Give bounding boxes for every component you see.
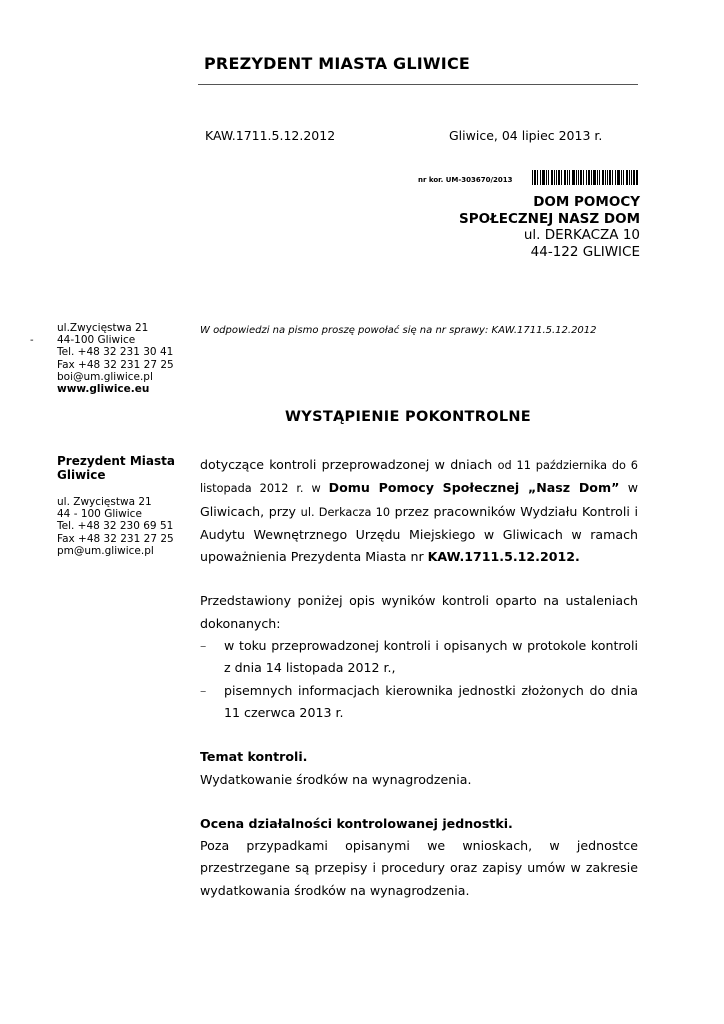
bullet-dash: – bbox=[200, 682, 207, 698]
intro-part-1: dotyczące kontroli przeprowadzonej w dniach bbox=[200, 457, 498, 472]
margin-mark: - bbox=[30, 335, 34, 346]
correspondence-number: nr kor. UM-303670/2013 bbox=[418, 176, 513, 184]
topic-text: Wydatkowanie środków na wynagrodzenia. bbox=[200, 771, 472, 787]
recipient-address bbox=[340, 194, 640, 260]
office-street: ul.Zwycięstwa 21 bbox=[57, 322, 149, 334]
president-email: pm@um.gliwice.pl bbox=[57, 544, 154, 557]
reply-note: W odpowiedzi na pismo proszę powołać się na nr sprawy: KAW.1711.5.12.2012 bbox=[200, 325, 597, 336]
document-body bbox=[200, 454, 638, 902]
assessment-text: Poza przypadkami opisanymi we wnioskach, w jednostce przestrzegane są przepisy i procedury oraz zapisy umów w zakresie wydatkowania środków na wynagrodzenia. bbox=[200, 838, 638, 898]
list-item-text: pisemnych informacjach kierownika jednostki złożonych do dnia 11 czerwca 2013 r. bbox=[224, 682, 638, 720]
office-email: boi@um.gliwice.pl bbox=[57, 370, 153, 383]
president-street: ul. Zwycięstwa 21 bbox=[57, 496, 152, 508]
assessment-heading: Ocena działalności kontrolowanej jednostki. bbox=[200, 815, 513, 831]
list-item bbox=[200, 680, 638, 725]
recipient-line-1: DOM POMOCY bbox=[533, 194, 640, 210]
intro-part-5: w Gliwicach, przy bbox=[200, 480, 638, 519]
office-city: 44-100 Gliwice bbox=[57, 334, 136, 347]
topic-heading: Temat kontroli. bbox=[200, 749, 308, 765]
president-contact-block bbox=[57, 455, 175, 557]
intro-part-4: Domu Pomocy Społecznej „Nasz Dom” bbox=[328, 480, 620, 496]
president-tel: Tel. +48 32 230 69 51 bbox=[57, 520, 174, 533]
president-city: 44 - 100 Gliwice bbox=[57, 508, 142, 521]
office-tel: Tel. +48 32 231 30 41 bbox=[57, 346, 174, 359]
basis-paragraph: Przedstawiony poniżej opis wyników kontroli oparto na ustaleniach dokonanych: bbox=[200, 593, 638, 631]
president-fax: Fax +48 32 231 27 25 bbox=[57, 532, 174, 545]
document-title: WYSTĄPIENIE POKONTROLNE bbox=[284, 409, 532, 425]
recipient-line-3: ul. DERKACZA 10 bbox=[523, 227, 640, 243]
recipient-line-2: SPOŁECZNEJ NASZ DOM bbox=[459, 210, 640, 227]
intro-part-3: w bbox=[303, 482, 329, 496]
office-contact-block bbox=[57, 322, 174, 395]
intro-part-8: KAW.1711.5.12.2012. bbox=[427, 549, 580, 565]
list-item-text: w toku przeprowadzonej kontroli i opisanych w protokole kontroli z dnia 14 listopada 2012 r., bbox=[224, 638, 638, 676]
reference-number: KAW.1711.5.12.2012 bbox=[205, 128, 336, 143]
document-header-title: PREZYDENT MIASTA GLIWICE bbox=[204, 54, 471, 73]
intro-part-7: przez pracowników Wydziału Kontroli i Audytu Wewnętrznego Urzędu Miejskiego w Gliwicach w ramach upoważnienia Prezydenta Miasta nr bbox=[200, 503, 638, 565]
header-divider bbox=[198, 84, 638, 85]
list-item bbox=[200, 635, 638, 680]
intro-part-6: ul. Derkacza 10 bbox=[300, 505, 391, 519]
president-title-line-1: Prezydent Miasta bbox=[57, 454, 175, 468]
office-fax: Fax +48 32 231 27 25 bbox=[57, 358, 174, 371]
bullet-dash: – bbox=[200, 638, 207, 654]
intro-part-2: od 11 października do 6 listopada 2012 r. bbox=[200, 459, 638, 496]
recipient-line-4: 44-122 GLIWICE bbox=[530, 243, 640, 260]
president-title-line-2: Gliwice bbox=[57, 467, 106, 482]
place-date: Gliwice, 04 lipiec 2013 r. bbox=[449, 128, 603, 143]
intro-paragraph bbox=[200, 454, 638, 568]
office-website: www.gliwice.eu bbox=[57, 383, 150, 396]
barcode-icon bbox=[532, 170, 638, 185]
